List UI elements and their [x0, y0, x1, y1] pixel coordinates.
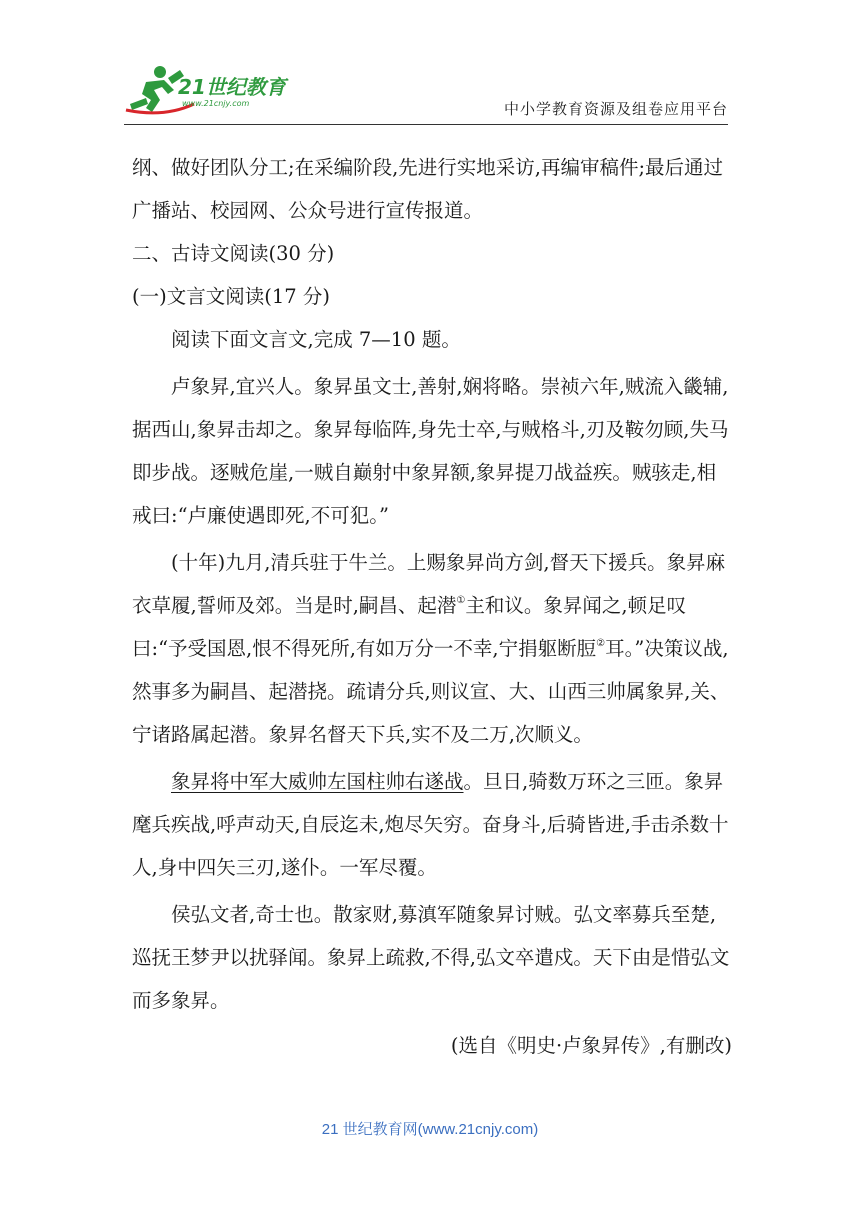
passage-text: 主和议。象昇闻之,顿足叹曰:“予受国恩,恨不得死所,有如万分一不幸,宁捐躯断脰: [132, 594, 687, 660]
source-citation: (选自《明史·卢象昇传》,有删改): [450, 1034, 732, 1057]
passage-paragraph-3: [132, 760, 732, 889]
logo-url-text: www.21cnjy.com: [182, 99, 250, 108]
passage-text: (十年)九月,清兵驻于牛兰。上赐象昇尚方剑,督天下援兵。象昇麻衣草履,誓师及郊。当是时,嗣昌、起潜: [132, 551, 726, 617]
header-divider: [124, 124, 728, 125]
subsection-heading: (一)文言文阅读(17 分): [132, 285, 330, 308]
paragraph-continuation: 纲、做好团队分工;在采编阶段,先进行实地采访,再编审稿件;最后通过广播站、校园网、公众号进行宣传报道。: [132, 156, 724, 222]
page-footer: 21 世纪教育网(www.21cnjy.com): [321, 1121, 539, 1138]
footnote-marker-1: ①: [456, 595, 466, 606]
underlined-sentence: 象昇将中军大威帅左国柱帅右遂战: [171, 770, 464, 793]
document-body: [132, 146, 732, 1067]
footnote-marker-2: ②: [596, 638, 606, 649]
passage-paragraph-4: 侯弘文者,奇士也。散家财,募滇军随象昇讨贼。弘文率募兵至楚,巡抚王梦尹以扰驿闻。象昇上疏救,不得,弘文卒遣戍。天下由是惜弘文而多象昇。: [132, 903, 730, 1012]
instruction-text: 阅读下面文言文,完成 7—10 题。: [171, 328, 461, 351]
logo-21cnjy: [124, 60, 304, 120]
passage-text: 。旦日,骑数万环之三匝。象昇麾兵疾战,呼声动天,自辰迄未,炮尽矢穷。奋身斗,后骑皆进,手击杀数十人,身中四矢三刃,遂仆。一军尽覆。: [132, 770, 729, 879]
page-header: [124, 60, 728, 124]
passage-paragraph-1: 卢象昇,宜兴人。象昇虽文士,善射,娴将略。崇祯六年,贼流入畿辅,据西山,象昇击却之。象昇每临阵,身先士卒,与贼格斗,刃及鞍勿顾,失马即步战。逐贼危崖,一贼自巅射中象昇额,象昇提刀战益疾。贼骇走,相戒曰:“卢廉使遇即死,不可犯。”: [132, 375, 729, 527]
passage-paragraph-2: [132, 541, 732, 756]
section-heading: 二、古诗文阅读(30 分): [132, 242, 335, 265]
platform-label: 中小学教育资源及组卷应用平台: [503, 100, 728, 118]
logo-main-text: 21世纪教育: [178, 75, 286, 99]
passage-text: 耳。”决策议战,然事多为嗣昌、起潜挠。疏请分兵,则议宣、大、山西三帅属象昇,关、宁诸路属起潜。象昇名督天下兵,实不及二万,次顺义。: [132, 637, 730, 746]
